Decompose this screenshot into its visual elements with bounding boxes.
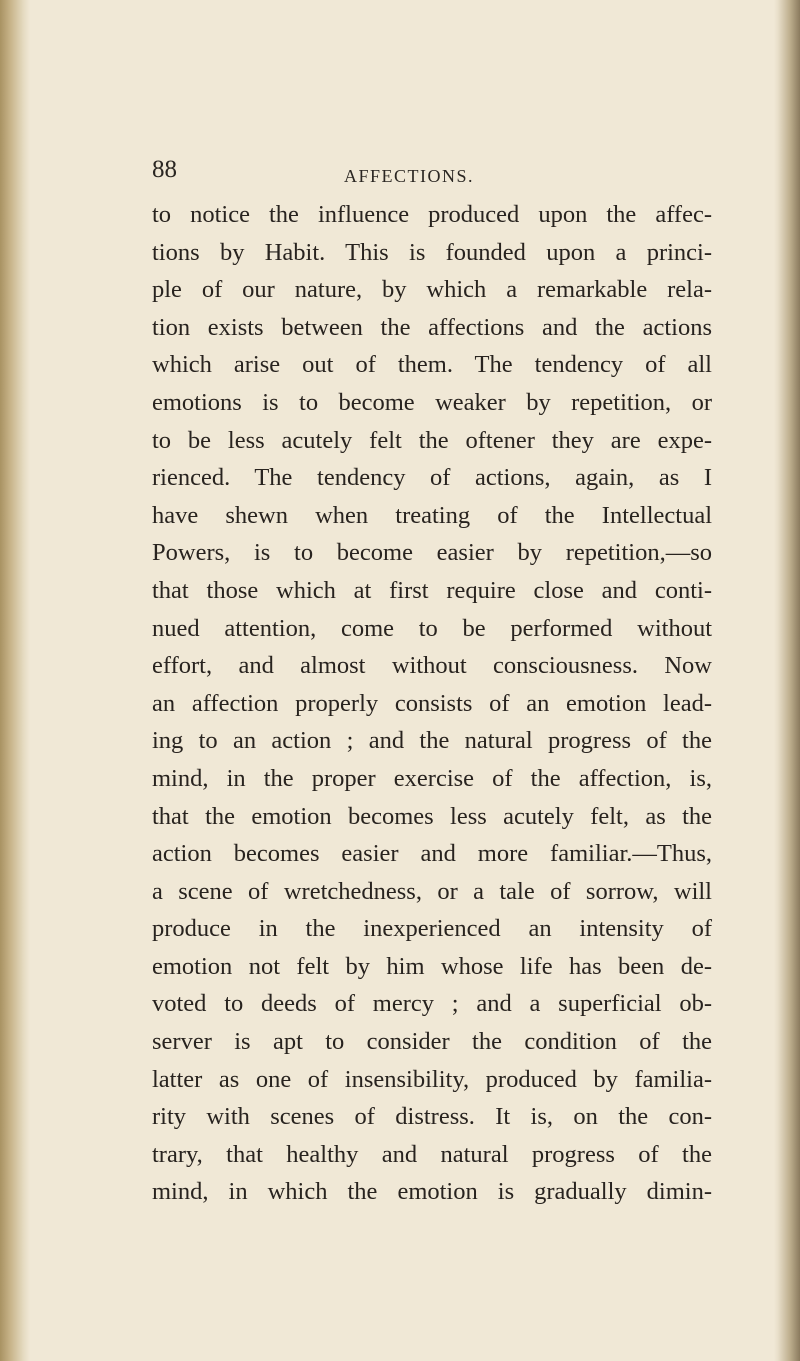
text-line: effort, and almost without consciousness. Now [152,652,712,680]
text-line: Powers, is to become easier by repetition,—so [152,539,712,567]
text-line: emotion not felt by him whose life has been de- [152,952,712,980]
page-header [152,157,712,189]
text-line: server is apt to consider the condition of the [152,1028,712,1056]
text-line: ple of our nature, by which a remarkable rela- [152,276,712,304]
text-line: action becomes easier and more familiar.—Thus, [152,840,712,868]
text-line: produce in the inexperienced an intensity of [152,915,712,943]
page-number: 88 [152,156,177,183]
text-line: that the emotion becomes less acutely felt, as the [152,802,712,830]
text-line: voted to deeds of mercy ; and a superficial ob- [152,990,712,1018]
text-line: emotions is to become weaker by repetition, or [152,388,712,416]
text-line: tions by Habit. This is founded upon a princi- [152,238,712,266]
text-line: latter as one of insensibility, produced by familia- [152,1065,712,1093]
text-line: which arise out of them. The tendency of all [152,351,712,379]
text-line: tion exists between the affections and the actions [152,313,712,341]
text-line: to be less acutely felt the oftener they are expe- [152,426,712,454]
text-line: an affection properly consists of an emotion lead- [152,689,712,717]
text-line: trary, that healthy and natural progress of the [152,1140,712,1168]
text-line: ing to an action ; and the natural progress of the [152,727,712,755]
page-edge-shadow [774,0,800,1361]
text-line: nued attention, come to be performed without [152,614,712,642]
text-line: a scene of wretchedness, or a tale of sorrow, will [152,877,712,905]
running-head: AFFECTIONS. [344,166,475,186]
text-line: mind, in which the emotion is gradually dimin- [152,1178,712,1206]
text-line: rienced. The tendency of actions, again, as I [152,464,712,492]
text-line: mind, in the proper exercise of the affection, is, [152,764,712,792]
text-line: rity with scenes of distress. It is, on the con- [152,1103,712,1131]
body-text [152,196,712,1211]
text-line: that those which at first require close and conti- [152,576,712,604]
text-line: have shewn when treating of the Intellectual [152,501,712,529]
page-gutter-shadow [0,0,30,1361]
text-line: to notice the influence produced upon the affec- [152,201,712,228]
